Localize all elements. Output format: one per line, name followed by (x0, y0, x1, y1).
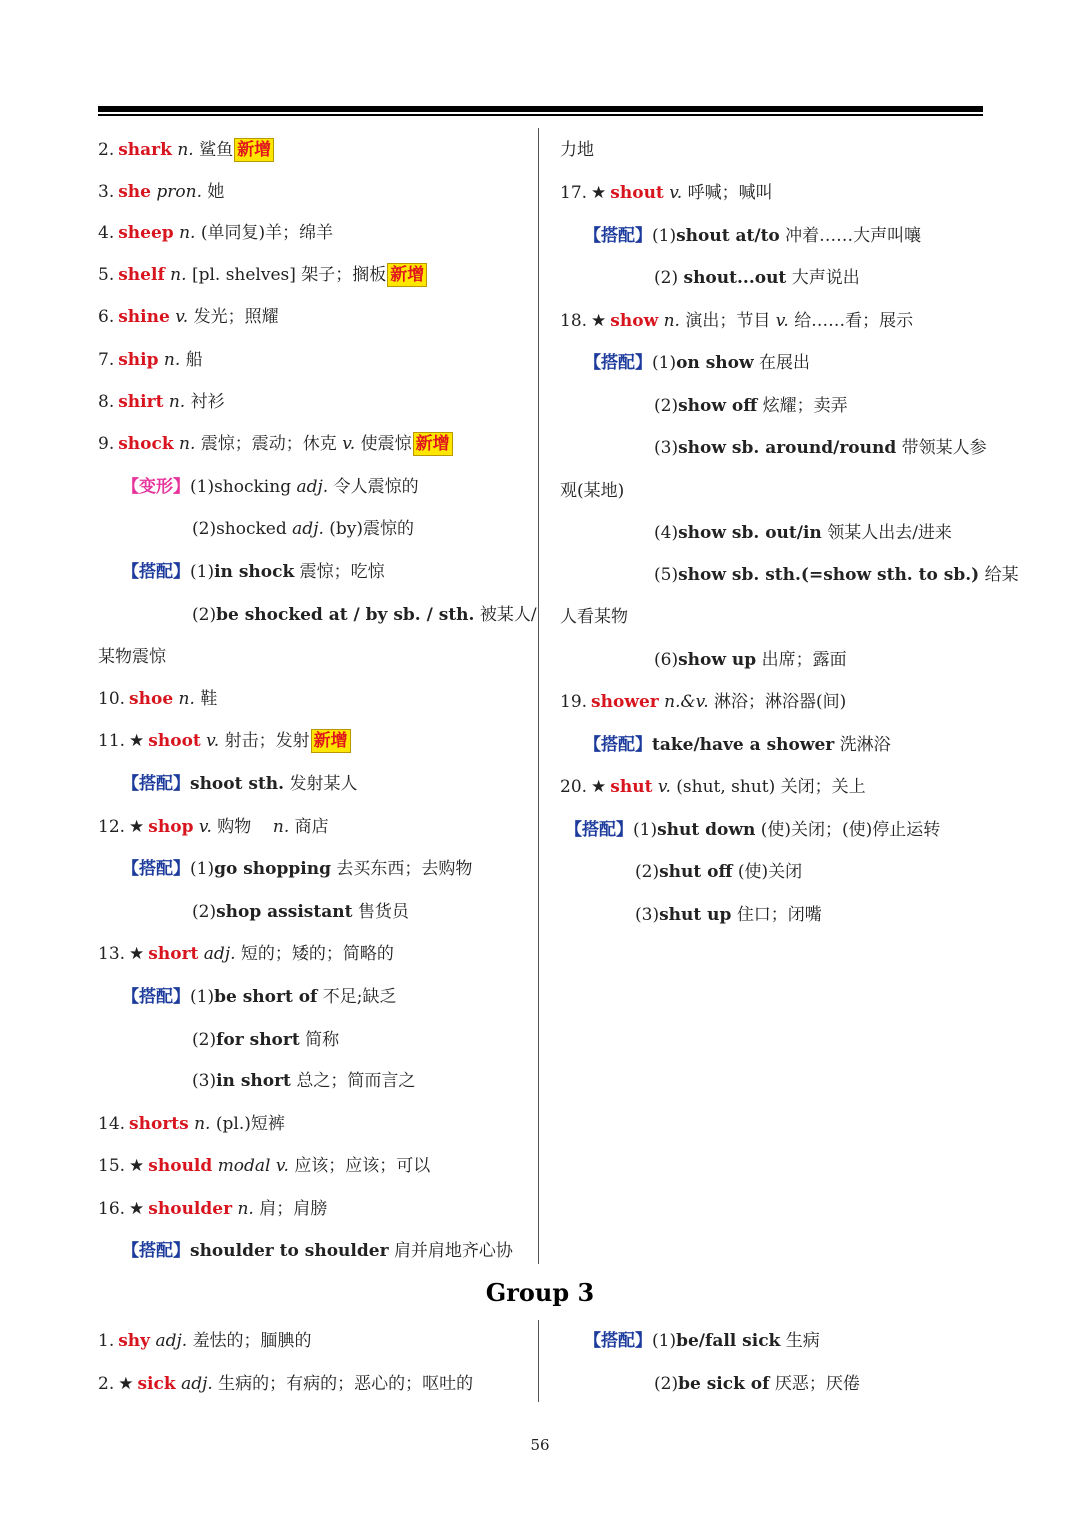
show-collocation-3: (3)show sb. around/round 带领某人参 (654, 438, 987, 458)
entry-shoulder: 16. ★ shoulder n. 肩；肩膀 (98, 1199, 328, 1219)
star-icon: ★ (591, 777, 607, 797)
entry-shock: 9. shock n. 震惊；震动；休克 v. 使震惊 新增 (98, 432, 453, 456)
star-icon: ★ (591, 311, 607, 331)
entry-shoot: 11. ★ shoot v. 射击；发射 新增 (98, 729, 351, 753)
new-badge: 新增 (413, 432, 453, 456)
entry-ship: 7. ship n. 船 (98, 350, 203, 370)
header-rule-thick (98, 106, 983, 112)
shock-form-2: (2)shocked adj. (by)震惊的 (192, 519, 415, 539)
star-icon: ★ (129, 731, 145, 751)
shout-collocation-2: (2) shout...out 大声说出 (654, 268, 860, 288)
entry-shark: 2. shark n. 鲨鱼 新增 (98, 138, 274, 162)
show-collocation-4: (4)show sb. out/in 领某人出去/进来 (654, 523, 952, 543)
new-badge: 新增 (387, 263, 427, 287)
star-icon: ★ (591, 183, 607, 203)
entry-shelf: 5. shelf n. [pl. shelves] 架子；搁板 新增 (98, 263, 427, 287)
entry-shorts: 14. shorts n. (pl.)短裤 (98, 1114, 285, 1134)
entry-shoe: 10. shoe n. 鞋 (98, 689, 218, 709)
shock-forms: 【变形】(1)shocking adj. 令人震惊的 (122, 477, 419, 497)
star-icon: ★ (129, 944, 145, 964)
entry-should: 15. ★ should modal v. 应该；应该；可以 (98, 1156, 431, 1176)
shoot-collocation: 【搭配】shoot sth. 发射某人 (122, 774, 358, 794)
new-badge: 新增 (234, 138, 274, 162)
entry-short: 13. ★ short adj. 短的；矮的；简略的 (98, 944, 394, 964)
group-title: Group 3 (485, 1278, 595, 1307)
star-icon: ★ (118, 1374, 134, 1394)
page-number: 56 (530, 1436, 550, 1454)
star-icon: ★ (129, 1156, 145, 1176)
sick-collocation-1: 【搭配】(1)be/fall sick 生病 (584, 1331, 820, 1351)
entry-shirt: 8. shirt n. 衬衫 (98, 392, 225, 412)
column-divider-group3 (538, 1320, 539, 1402)
short-collocation-2: (2)for short 简称 (192, 1030, 340, 1050)
short-collocation-3: (3)in short 总之；简而言之 (192, 1071, 416, 1091)
show-collocation-3-cont: 观(某地) (560, 481, 625, 501)
entry-shy: 1. shy adj. 羞怯的；腼腆的 (98, 1331, 312, 1351)
header-rule-thin (98, 114, 983, 116)
show-collocation-1: 【搭配】(1)on show 在展出 (584, 353, 811, 373)
entry-sheep: 4. sheep n. (单同复)羊；绵羊 (98, 223, 334, 243)
shout-collocation-1: 【搭配】(1)shout at/to 冲着……大声叫嚷 (584, 226, 922, 246)
sick-collocation-2: (2)be sick of 厌恶；厌倦 (654, 1374, 860, 1394)
entry-shop: 12. ★ shop v. 购物 n. 商店 (98, 817, 329, 837)
entry-show: 18. ★ show n. 演出；节目 v. 给……看；展示 (560, 311, 914, 331)
shut-collocation-2: (2)shut off (使)关闭 (635, 862, 803, 882)
column-divider (538, 128, 539, 1264)
show-collocation-2: (2)show off 炫耀；卖弄 (654, 396, 848, 416)
shower-collocation: 【搭配】take/have a shower 洗淋浴 (584, 735, 891, 755)
shop-collocation-1: 【搭配】(1)go shopping 去买东西；去购物 (122, 859, 473, 879)
entry-shower: 19. shower n.&v. 淋浴；淋浴器(间) (560, 692, 847, 712)
entry-shine: 6. shine v. 发光；照耀 (98, 307, 279, 327)
shock-collocation-1: 【搭配】(1)in shock 震惊；吃惊 (122, 562, 385, 582)
star-icon: ★ (129, 817, 145, 837)
shoulder-collocation-cont: 力地 (560, 140, 594, 160)
shop-collocation-2: (2)shop assistant 售货员 (192, 902, 409, 922)
show-collocation-5: (5)show sb. sth.(=show sth. to sb.) 给某 (654, 565, 1019, 585)
short-collocation-1: 【搭配】(1)be short of 不足;缺乏 (122, 987, 397, 1007)
shut-collocation-1: 【搭配】(1)shut down (使)关闭；(使)停止运转 (565, 820, 941, 840)
new-badge: 新增 (311, 729, 351, 753)
show-collocation-6: (6)show up 出席；露面 (654, 650, 847, 670)
entry-shut: 20. ★ shut v. (shut, shut) 关闭；关上 (560, 777, 866, 797)
shock-collocation-2: (2)be shocked at / by sb. / sth. 被某人/ (192, 605, 537, 625)
show-collocation-5-cont: 人看某物 (560, 607, 628, 627)
entry-sick: 2. ★ sick adj. 生病的；有病的；恶心的；呕吐的 (98, 1374, 474, 1394)
entry-she: 3. she pron. 她 (98, 182, 225, 202)
shut-collocation-3: (3)shut up 住口；闭嘴 (635, 905, 822, 925)
star-icon: ★ (129, 1199, 145, 1219)
entry-shout: 17. ★ shout v. 呼喊；喊叫 (560, 183, 773, 203)
shoulder-collocation: 【搭配】shoulder to shoulder 肩并肩地齐心协 (122, 1241, 513, 1261)
shock-collocation-2-cont: 某物震惊 (98, 647, 166, 667)
